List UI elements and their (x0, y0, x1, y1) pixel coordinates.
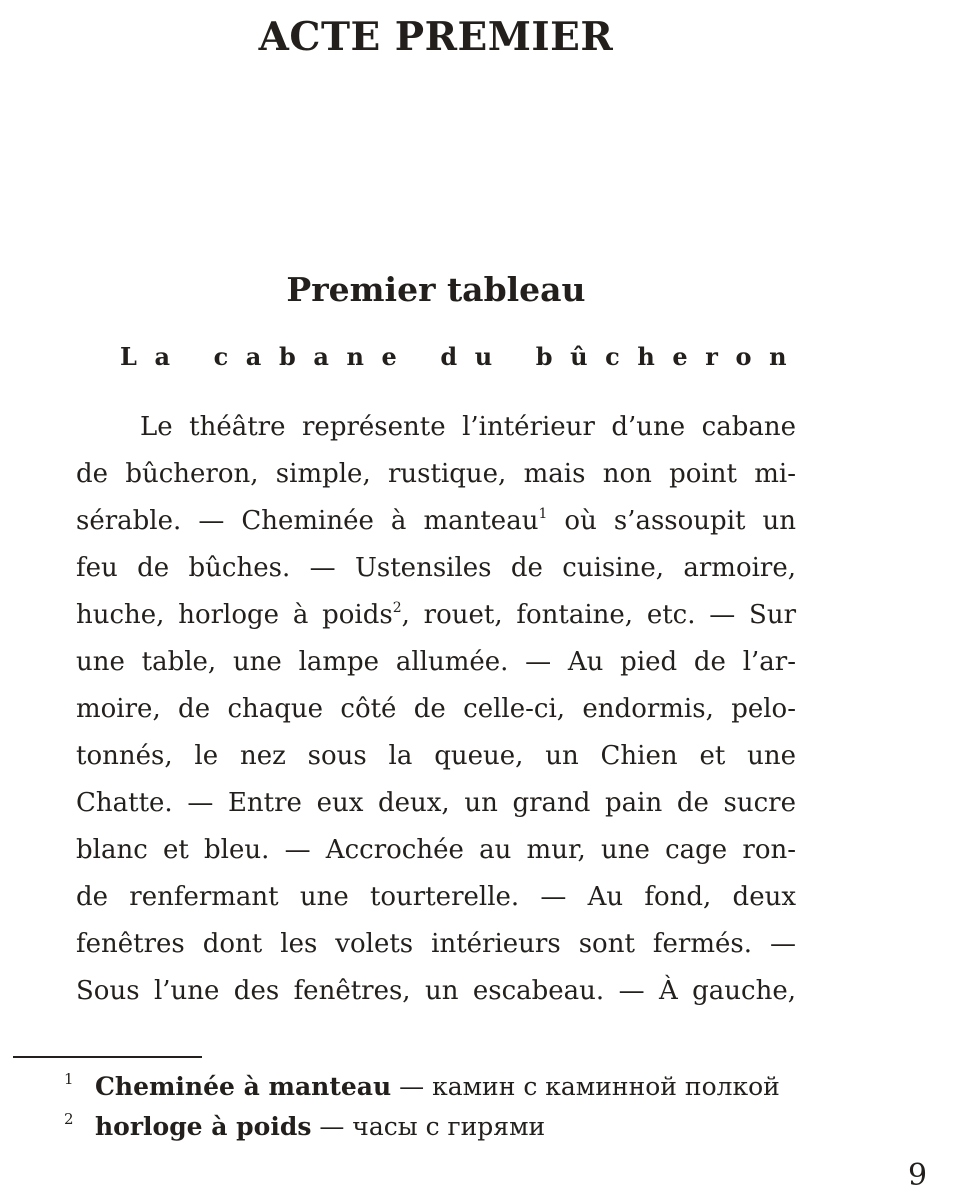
paragraph-line (76, 498, 796, 545)
stage-direction-paragraph (76, 404, 796, 1015)
paragraph-line: fenêtres dont les volets intérieurs sont fermés. — (76, 929, 796, 959)
paragraph-line: une table, une lampe allumée. — Au pied de l’ar- (76, 647, 796, 677)
footnote-term: horloge à poids (95, 1112, 312, 1141)
paragraph-line-text: huche, horloge à poids (76, 600, 393, 630)
paragraph-line-text: sérable. — Cheminée à manteau (76, 506, 539, 536)
footnote-translation: — часы с гирями (311, 1112, 546, 1141)
footnote-text (95, 1072, 780, 1101)
footnote-translation: — камин с каминной полкой (391, 1072, 780, 1101)
act-title: ACTE PREMIER (258, 14, 614, 60)
paragraph-line: Le théâtre représente l’intérieur d’une cabane (140, 412, 796, 442)
footnote-text (95, 1112, 545, 1141)
paragraph-line: blanc et bleu. — Accrochée au mur, une cage ron- (76, 835, 796, 865)
paragraph-line: de bûcheron, simple, rustique, mais non point mi- (76, 459, 796, 489)
paragraph-line: Chatte. — Entre eux deux, un grand pain de sucre (76, 788, 796, 818)
paragraph-line: feu de bûches. — Ustensiles de cuisine, armoire, (76, 553, 796, 583)
footnote-ref: 1 (538, 506, 548, 522)
footnote-ref: 2 (392, 600, 402, 616)
footnote-term: Cheminée à manteau (95, 1072, 392, 1101)
footnote-number: 1 (64, 1070, 74, 1088)
paragraph-line-text: , rouet, fontaine, etc. — Sur (401, 600, 797, 630)
paragraph-line-text: où s’assoupit un (547, 506, 796, 536)
paragraph-line (76, 592, 796, 639)
paragraph-line: Sous l’une des fenêtres, un escabeau. — À gauche, (76, 976, 796, 1006)
tableau-title: Premier tableau (286, 270, 586, 309)
scene-title: La cabane du bûcheron (120, 342, 805, 371)
footnote-separator (13, 1056, 202, 1058)
paragraph-line: tonnés, le nez sous la queue, un Chien et une (76, 741, 796, 771)
paragraph-line: de renfermant une tourterelle. — Au fond, deux (76, 882, 796, 912)
footnote-number: 2 (64, 1110, 74, 1128)
paragraph-line: moire, de chaque côté de celle-ci, endormis, pelo- (76, 694, 796, 724)
page-number: 9 (908, 1158, 928, 1193)
